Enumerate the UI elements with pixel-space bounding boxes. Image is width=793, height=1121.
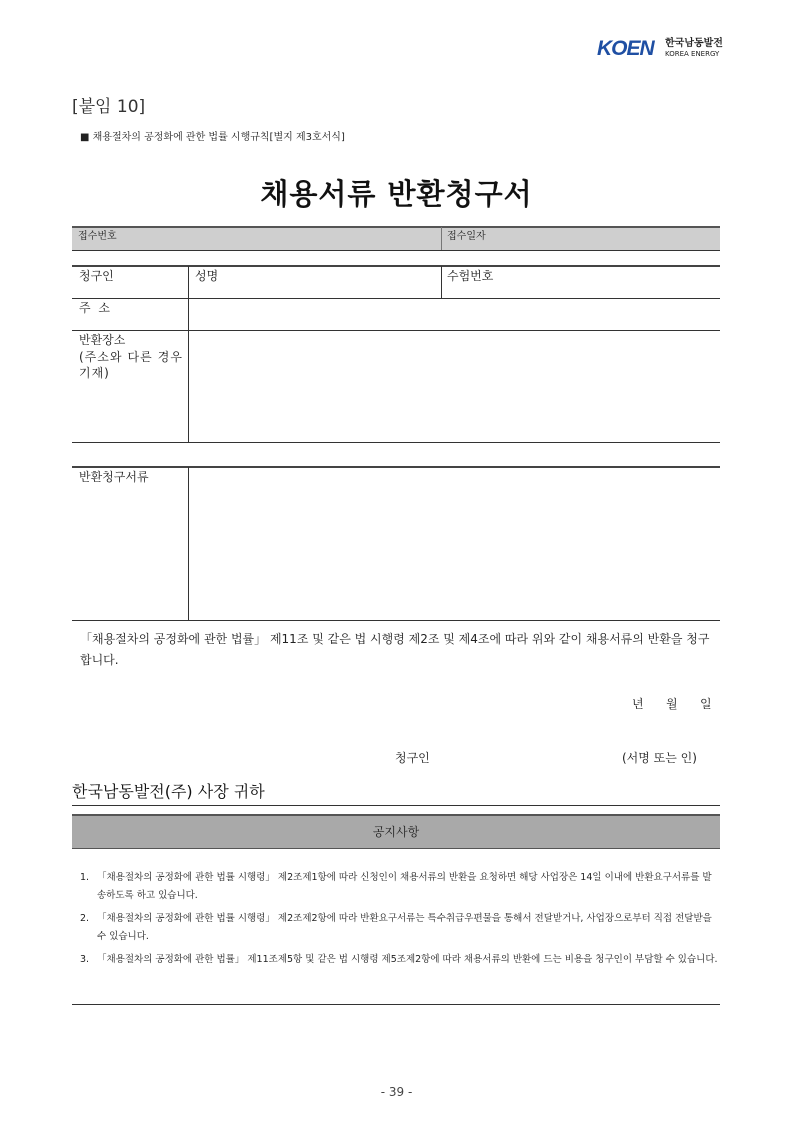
page-title: 채용서류 반환청구서 [260,177,533,211]
notice-bottom-rule [72,1004,720,1005]
notice-list [80,869,720,974]
list-item [80,951,720,969]
page-number: - 39 - [380,1085,413,1099]
list-item [80,869,720,905]
return-place-note: (주소와 다른 경우 기재) [79,350,183,380]
claimant-top-border [72,265,720,267]
rule-note: ■ 채용절차의 공정화에 관한 법률 시행규칙[별지 제3호서식] [80,132,345,143]
exam-no-label: 수험번호 [447,269,494,283]
notice-text: 「채용절차의 공정화에 관한 법률 시행령」 제2조제1항에 따라 신청인이 채용서류의 반환을 요청하면 해당 사업장은 14일 이내에 반환요구서류를 발송하도록 하고 있습니다. [97,872,712,901]
notice-text: 「채용절차의 공정화에 관한 법률」 제11조제5항 및 같은 법 시행령 제5조제2항에 따라 채용서류의 반환에 드는 비용을 청구인이 부담할 수 있습니다. [97,954,718,965]
notice-number: 2. [80,913,90,924]
return-place-label: 반환장소 [79,333,126,347]
claimant-label: 청구인 [79,269,114,283]
form-top-border [72,226,720,228]
exam-no-divider [441,266,442,298]
address-row-border [72,330,720,331]
logo-mark: KOEN [597,37,654,60]
date-month: 월 [666,697,678,711]
date-day: 일 [700,697,712,711]
notice-text: 「채용절차의 공정화에 관한 법률 시행령」 제2조제2항에 따라 반환요구서류는 특수취급우편물을 통해서 전달받거나, 사업장으로부터 직접 전달받을 수 있습니다. [97,913,712,942]
docs-bottom-border [72,620,720,621]
signature-note: (서명 또는 인) [622,751,697,765]
receipt-row [72,227,720,250]
list-item [80,910,720,946]
logo-subtitle: KOREA ENERGY [665,50,720,58]
signature-claimant: 청구인 [395,751,430,765]
label-column-divider [188,266,189,442]
claimant-row-border [72,298,720,299]
docs-column-divider [188,467,189,620]
addressee-rule [72,805,720,806]
receipt-divider [441,227,442,250]
receipt-date-label: 접수일자 [447,231,486,242]
company-logo [597,38,727,60]
notice-header: 공지사항 [72,814,720,849]
docs-top-border [72,466,720,468]
address-label: 주 소 [79,301,112,315]
request-statement: 「채용절차의 공정화에 관한 법률」 제11조 및 같은 법 시행령 제2조 및 제4조에 따라 위와 같이 채용서류의 반환을 청구합니다. [80,632,710,667]
docs-label: 반환청구서류 [79,470,149,484]
receipt-bottom-border [72,250,720,251]
notice-number: 1. [80,872,90,883]
receipt-no-label: 접수번호 [78,231,117,242]
date-year: 년 [632,697,644,711]
notice-number: 3. [80,954,90,965]
return-place-bottom-border [72,442,720,443]
name-label: 성명 [195,269,219,283]
addressee: 한국남동발전(주) 사장 귀하 [72,782,265,801]
attachment-label: [붙임 10] [72,97,146,117]
logo-name: 한국남동발전 [665,38,723,49]
